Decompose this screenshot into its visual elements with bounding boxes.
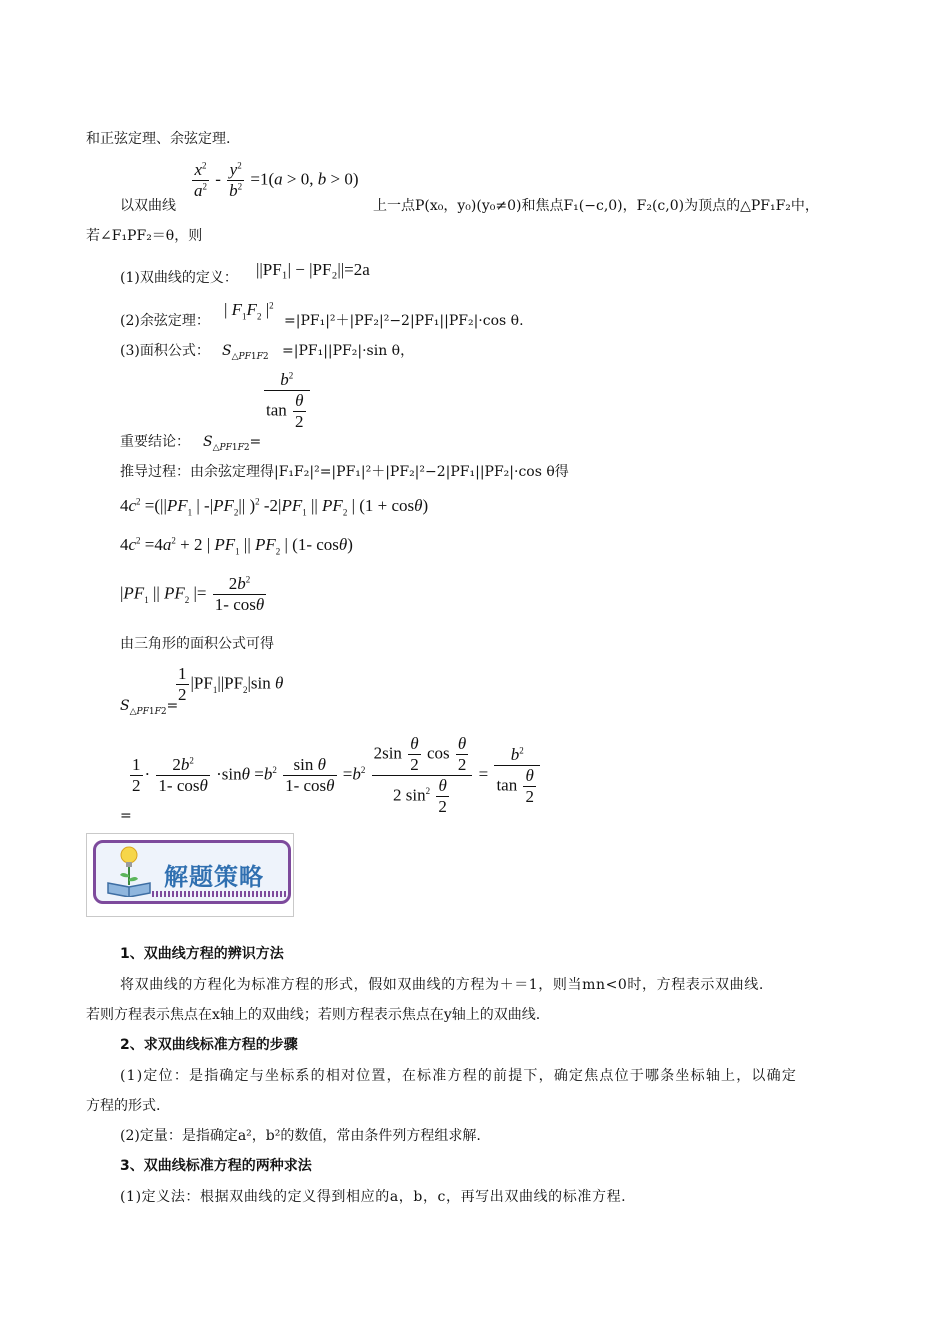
conclusion-label: 重要结论： <box>120 434 190 450</box>
derivation-intro: 推导过程：由余弦定理得|F₁F₂|²=|PF₁|²＋|PF₂|²−2|PF₁||PF₂|·cos θ得 <box>120 464 569 480</box>
derivation-step-3: $|PF_1$ || $PF_2$ |= $\frac{2b^2}{1- \cos\theta}$ <box>120 574 265 614</box>
lightbulb-book-icon <box>106 845 152 897</box>
intro-prefix: 以双曲线 <box>120 198 176 214</box>
section-1-para-1: 将双曲线的方程化为标准方程的形式，假如双曲线的方程为＋＝1，则当mn<0时，方程表示双曲线. <box>120 977 764 993</box>
equals-sign: = <box>120 808 132 824</box>
area-formula-label: (3)面积公式： <box>120 343 210 359</box>
section-1-para-2: 若则方程表示焦点在x轴上的双曲线；若则方程表示焦点在y轴上的双曲线. <box>86 1007 541 1023</box>
section-3-heading: 3、双曲线标准方程的两种求法 <box>120 1158 312 1174</box>
strategy-banner <box>86 833 294 917</box>
area-symbol-2: $S_{\triangle PF1F2}=$ <box>120 698 179 717</box>
definition-equation: ||PF₁| − |PF₂||=2a <box>256 260 370 279</box>
final-derivation-chain: $\frac{1}{2}$ · $\frac{2b^2}{1- \cos\theta}$ $\cdot\sin\theta =b^2$ $\frac{\text{sin θ}}{1- \cos\theta}$ $=b^2$ 2sin $\frac{\theta}{2}$ cos $\frac{\theta}{2}$ 2 $\sin^2$ $\frac{\theta}{2}$ = $b^2$ tan $\frac{\theta}{2}$ <box>128 734 542 817</box>
intro-suffix: 上一点P(x₀，y₀)(y₀≠0)和焦点F₁(−c,0)，F₂(c,0)为顶点的△PF₁F₂中， <box>373 198 819 214</box>
section-2-para-1: (1)定位：是指确定与坐标系的相对位置，在标准方程的前提下，确定焦点位于哪条坐标轴上，以确定 <box>120 1068 798 1084</box>
conclusion-fraction: $b^2$ tan $\frac{\theta}{2}$ <box>262 370 312 432</box>
intro-line2: 若∠F₁PF₂＝θ，则 <box>86 228 203 244</box>
hyperbola-equation: $\frac{x^2}{a^2}$ - $\frac{y^2}{b^2}$ =1(a > 0, b > 0) <box>194 160 359 200</box>
f1f2-squared: | $F_1F_2$ $|^2$ <box>224 300 274 322</box>
half-product-formula: $\frac{1}{2}$ $|PF_1||PF_2|\sin$ θ <box>178 664 284 704</box>
cosine-law-equation: =|PF₁|²＋|PF₂|²−2|PF₁||PF₂|·cos θ. <box>284 313 524 329</box>
conclusion-area-symbol: $S_{\triangle PF1F2}=$ <box>203 434 262 453</box>
derivation-step-1: $4c^2 =(||PF_1$ | $-|PF_2||$ )$^2$ $-2|PF_1$ || $PF_2$ | (1 + cosθ) <box>120 496 429 518</box>
area-derivation-label: 由三角形的面积公式可得 <box>120 636 274 652</box>
section-3-para-1: (1)定义法：根据双曲线的定义得到相应的a，b，c，再写出双曲线的标准方程. <box>120 1189 627 1205</box>
definition-label: (1)双曲线的定义： <box>120 270 238 286</box>
section-2-para-2: 方程的形式. <box>86 1098 161 1114</box>
banner-decoration <box>152 891 290 897</box>
section-2-heading: 2、求双曲线标准方程的步骤 <box>120 1037 298 1053</box>
section-2-para-3: (2)定量：是指确定a²，b²的数值，常由条件列方程组求解. <box>120 1128 481 1144</box>
banner-title: 解题策略 <box>164 863 264 891</box>
intro-top-line: 和正弦定理、余弦定理. <box>86 131 231 147</box>
section-1-heading: 1、双曲线方程的辨识方法 <box>120 946 284 962</box>
area-symbol: $S_{\triangle PF1F2}$ <box>222 343 269 362</box>
derivation-step-2: $4c^2 =4a^2 + 2$ | $PF_1$ || $PF_2$ | (1- cosθ) <box>120 535 353 557</box>
cosine-law-label: (2)余弦定理： <box>120 313 210 329</box>
area-formula-equation: =|PF₁||PF₂|·sin θ， <box>282 343 415 359</box>
